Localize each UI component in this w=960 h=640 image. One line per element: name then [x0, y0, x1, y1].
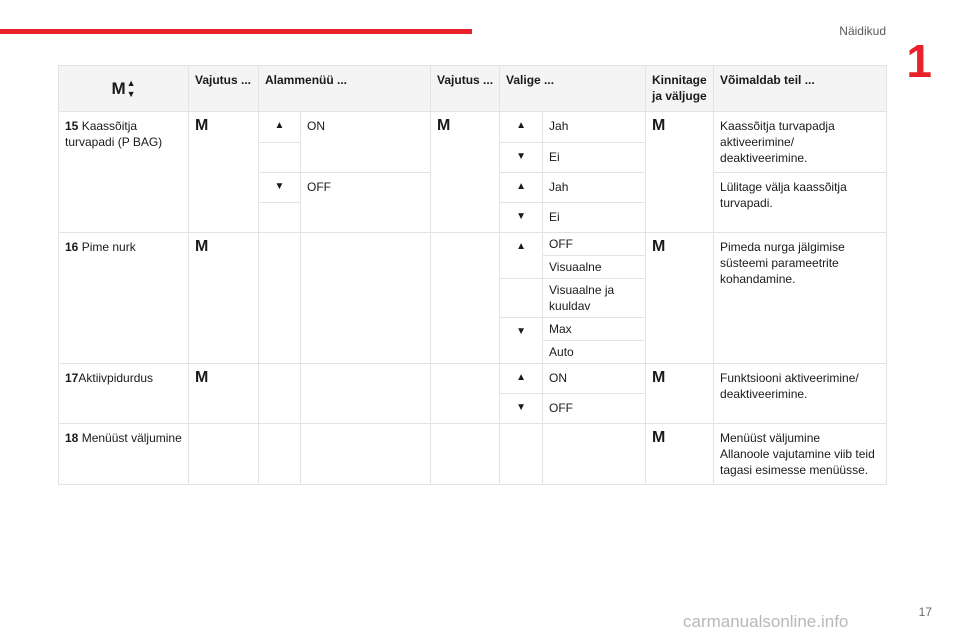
arrow-cell — [500, 203, 543, 233]
arrow-cell — [500, 364, 543, 394]
arrow-down-icon: ▼ — [516, 150, 526, 162]
confirm-cell — [646, 233, 714, 364]
arrow-cell-empty — [259, 203, 301, 233]
submenu-empty — [301, 364, 431, 424]
table-row — [59, 112, 887, 143]
arrow-cell-empty — [259, 364, 301, 424]
description: Pimeda nurga jälgimise süsteemi parameetrite kohandamine. — [714, 233, 887, 364]
option-value: Auto — [543, 341, 646, 364]
arrow-up-icon: ▲ — [274, 120, 285, 131]
arrow-cell-empty — [259, 142, 301, 173]
item-name: Pime nurk — [81, 240, 136, 254]
item-number: 16 — [65, 240, 79, 254]
arrow-down-icon: ▼ — [516, 211, 526, 222]
arrow-cell — [259, 112, 301, 143]
confirm-cell — [646, 112, 714, 233]
press-cell-empty — [431, 233, 500, 364]
table-header-row — [59, 66, 887, 112]
submenu-value: OFF — [301, 173, 431, 233]
option-empty — [543, 424, 646, 485]
table-row — [59, 364, 887, 394]
arrow-cell — [500, 142, 543, 173]
item-name: Menüüst väljumine — [81, 431, 182, 445]
item-number: 18 — [65, 431, 79, 445]
description: Lülitage välja kaassõitja turvapadi. — [714, 173, 887, 233]
m-button-icon: M — [652, 369, 666, 386]
menu-item-cell — [59, 112, 189, 233]
arrow-down-icon: ▼ — [274, 181, 285, 192]
arrow-cell-empty — [500, 424, 543, 485]
m-button-icon: M — [195, 238, 209, 255]
m-button-icon: M — [195, 369, 209, 386]
option-value: Visuaalne ja kuuldav — [543, 279, 646, 318]
arrow-cell-empty — [259, 424, 301, 485]
description-line: Menüüst väljumine — [720, 431, 821, 445]
confirm-cell — [646, 424, 714, 485]
header-confirm: Kinnitage ja väljuge — [646, 66, 714, 112]
arrow-down-icon: ▼ — [126, 88, 136, 99]
press-cell — [189, 364, 259, 424]
press-cell-empty — [431, 424, 500, 485]
option-value: Visuaalne — [543, 256, 646, 279]
m-button-icon: M — [111, 78, 126, 98]
option-value: Ei — [543, 203, 646, 233]
option-value: OFF — [543, 233, 646, 256]
description-cell — [714, 424, 887, 485]
arrow-cell — [500, 112, 543, 143]
option-value: Max — [543, 318, 646, 341]
top-accent-bar — [0, 29, 472, 34]
arrow-up-icon: ▲ — [126, 77, 136, 88]
item-number: 15 — [65, 119, 79, 133]
arrow-up-icon: ▲ — [516, 372, 526, 383]
description: Funktsiooni aktiveerimine/ deaktiveerimine. — [714, 364, 887, 424]
header-press-1: Vajutus ... — [189, 66, 259, 112]
m-button-icon: M — [195, 117, 209, 134]
table-row — [59, 233, 887, 256]
m-button-icon: M — [652, 429, 666, 446]
arrow-cell-empty — [259, 233, 301, 364]
header-menu-icon-cell — [59, 66, 189, 112]
menu-item-cell — [59, 233, 189, 364]
arrow-up-icon: ▲ — [516, 181, 526, 192]
press-cell-empty — [189, 424, 259, 485]
arrow-up-icon: ▲ — [516, 241, 526, 252]
press-cell — [189, 233, 259, 364]
section-title: Näidikud — [839, 24, 886, 38]
description-line: Allanoole vajutamine viib teid tagasi esimesse menüüsse. — [720, 447, 875, 477]
confirm-cell — [646, 364, 714, 424]
header-allows: Võimaldab teil ... — [714, 66, 887, 112]
option-value: Jah — [543, 112, 646, 143]
submenu-empty — [301, 424, 431, 485]
arrow-cell — [500, 318, 543, 364]
menu-item-cell — [59, 364, 189, 424]
settings-table — [58, 65, 887, 485]
header-press-2: Vajutus ... — [431, 66, 500, 112]
arrow-cell — [500, 394, 543, 424]
page-number: 17 — [918, 605, 932, 619]
item-name: Aktiivpidurdus — [78, 371, 154, 385]
header-submenu: Alammenüü ... — [259, 66, 431, 112]
m-button-icon: M — [437, 117, 451, 134]
arrow-cell — [259, 173, 301, 203]
item-name: Kaassõitja turvapadi (P BAG) — [65, 119, 163, 149]
arrow-cell-empty — [500, 279, 543, 318]
item-number: 17 — [65, 371, 79, 385]
table-row — [59, 424, 887, 485]
chapter-number: 1 — [906, 35, 932, 87]
up-down-arrows-icon — [127, 78, 136, 100]
menu-item-cell — [59, 424, 189, 485]
option-value: ON — [543, 364, 646, 394]
option-value: Ei — [543, 142, 646, 173]
press-cell — [189, 112, 259, 233]
description: Kaassõitja turvapadja aktiveerimine/ deaktiveerimine. — [714, 112, 887, 173]
arrow-down-icon: ▼ — [516, 402, 526, 413]
m-button-icon: M — [652, 117, 666, 134]
arrow-cell — [500, 233, 543, 279]
option-value: Jah — [543, 173, 646, 203]
press-cell-empty — [431, 364, 500, 424]
arrow-up-icon: ▲ — [516, 120, 526, 131]
m-button-icon: M — [652, 238, 666, 255]
arrow-cell — [500, 173, 543, 203]
option-value: OFF — [543, 394, 646, 424]
header-select: Valige ... — [500, 66, 646, 112]
arrow-down-icon: ▼ — [516, 326, 526, 337]
submenu-value: ON — [301, 112, 431, 173]
watermark: carmanualsonline.info — [683, 612, 849, 631]
press-cell — [431, 112, 500, 233]
submenu-empty — [301, 233, 431, 364]
